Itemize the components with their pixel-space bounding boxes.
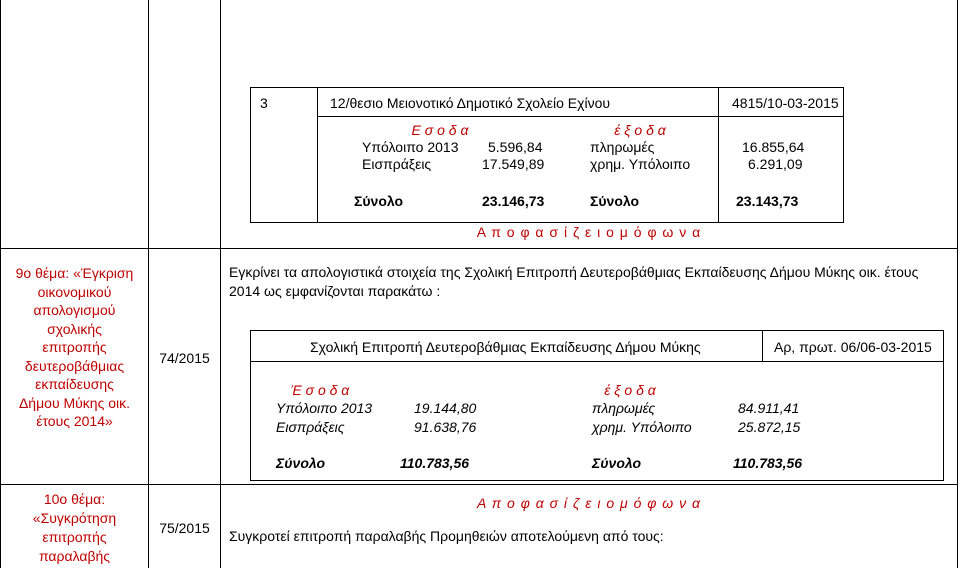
item-9-income-total-label: Σύνολο: [276, 455, 326, 471]
school-3-income-label-1: Υπόλοιπο 2013: [362, 139, 459, 155]
school-3-income-label-2: Εισπράξεις: [362, 156, 432, 172]
item-9-income-label-1: Υπόλοιπο 2013: [276, 400, 373, 416]
item-10-topic-line-2: «Συγκρότηση: [32, 510, 117, 526]
item-10-decision-number: 75/2015: [159, 520, 210, 536]
table-border-right: [957, 0, 958, 568]
school-3-expense-total-value: 23.143,73: [736, 193, 799, 209]
table-row-divider-2: [0, 484, 958, 485]
item-9-topic-line-4: σχολικής: [47, 320, 102, 337]
item-9-topic-line-9: έτους 2014»: [36, 413, 113, 429]
item-9-expense-total-value: 110.783,56: [733, 455, 803, 471]
school-3-header-rule: [318, 116, 843, 117]
item-10-topic: [1, 490, 148, 566]
item-9-expense-label-1: πληρωμές: [592, 400, 656, 416]
school-3-expense-label-2: χρημ. Υπόλοιπο: [590, 156, 691, 172]
item-9-topic-line-5: επιτροπής: [42, 339, 107, 355]
school-3-expense-value-1: 16.855,64: [742, 139, 805, 155]
item-9-expense-value-2: 25.872,15: [738, 419, 801, 435]
item-9-header-rule: [251, 361, 943, 362]
school-3-income-total-label: Σύνολο: [354, 193, 404, 209]
school-3-income-value-1: 5.596,84: [488, 139, 543, 155]
item-9-topic-line-6: δευτεροβάθμιας: [24, 357, 125, 374]
table-divider-col-topic: [148, 0, 149, 568]
item-9-income-value-1: 19.144,80: [414, 400, 477, 416]
item-9-body-line-1: Εγκρίνει τα απολογιστικά στοιχεία της Σχολική Επιτροπή Δευτεροβάθμιας Εκπαίδευσης Δήμου Μύκης οικ. έτους: [229, 264, 919, 280]
item-9-income-value-2: 91.638,76: [414, 419, 477, 435]
item-10-topic-line-1: 10ο θέμα:: [43, 491, 106, 507]
item-9-protocol: Αρ, πρωτ. 06/06-03-2015: [774, 339, 932, 355]
item-9-topic: [1, 264, 148, 431]
school-3-expense-heading: έ ξ ο δ α: [614, 122, 666, 138]
school-3-income-total-value: 23.146,73: [482, 193, 545, 209]
item-9-expense-heading: έ ξ ο δ α: [604, 382, 656, 398]
item-9-decision-number: 74/2015: [159, 350, 210, 366]
school-3-expense-label-1: πληρωμές: [590, 139, 655, 155]
item-9-committee: Σχολική Επιτροπή Δευτεροβάθμιας Εκπαίδευσης Δήμου Μύκης: [310, 339, 701, 355]
item-9-income-label-2: Εισπράξεις: [276, 419, 345, 435]
item-10-topic-line-4: παραλαβής: [38, 548, 111, 564]
item-10-topic-line-3: επιτροπής: [42, 529, 107, 545]
item-9-topic-line-2: οικονομικού: [37, 283, 112, 300]
table-divider-col-number: [220, 0, 221, 568]
school-3-protocol: 4815/10-03-2015: [732, 95, 839, 111]
item-9-topic-line-8: Δήμου Μύκης οικ.: [18, 394, 131, 411]
item-10-decision: Α π ο φ α σ ί ζ ε ι ο μ ό φ ω ν α: [477, 495, 701, 511]
school-3-expense-value-2: 6.291,09: [748, 156, 803, 172]
table-row-divider-1: [0, 248, 958, 249]
item-9-expense-label-2: χρημ. Υπόλοιπο: [592, 419, 692, 435]
item-9-income-heading: Έ σ ο δ α: [290, 382, 350, 398]
school-3-number: 3: [260, 95, 268, 111]
item-10-body-line-1: Συγκροτεί επιτροπή παραλαβής Προμηθειών αποτελούμενη από τους:: [229, 528, 664, 544]
school-3-title: 12/θεσιο Μειονοτικό Δημοτικό Σχολείο Εχίνου: [330, 95, 611, 111]
item-9-expense-value-1: 84.911,41: [738, 400, 800, 416]
item-9-topic-line-1: 9ο θέμα: «Έγκριση: [15, 265, 134, 281]
item-9-body-line-2: 2014 ως εμφανίζονται παρακάτω :: [229, 283, 441, 299]
item-9-expense-total-label: Σύνολο: [592, 455, 642, 471]
item-9-topic-line-7: εκπαίδευσης: [35, 376, 114, 392]
item-9-header-divider: [762, 331, 763, 361]
school-3-expense-total-label: Σύνολο: [590, 193, 640, 209]
school-3-income-heading: Ε σ ο δ α: [411, 122, 469, 138]
school-3-income-value-2: 17.549,89: [482, 156, 545, 172]
item-9-topic-line-3: απολογισμού: [33, 302, 116, 318]
item-9-income-total-value: 110.783,56: [400, 455, 470, 471]
school-3-decision: Α π ο φ α σ ί ζ ε ι ο μ ό φ ω ν α: [476, 224, 702, 240]
